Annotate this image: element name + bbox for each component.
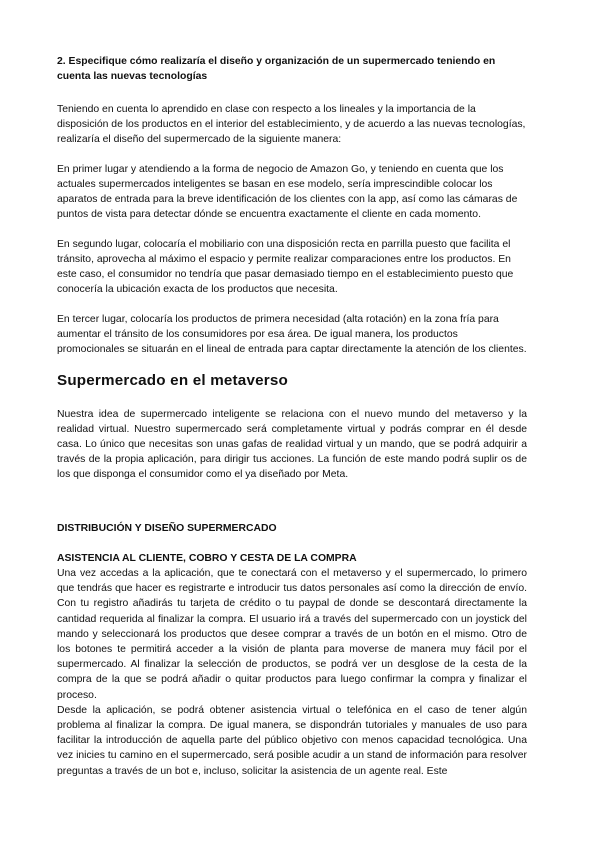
intro-paragraph-4: En tercer lugar, colocaría los productos de primera necesidad (alta rotación) en la zona fría para aumentar el tránsito de los consumidores por esa área. De igual manera, los productos promocionales se situarán en el lineal de entrada para captar directamente la atención de los clientes. [57,314,527,355]
section-title: Supermercado en el metaverso [57,372,288,389]
question-heading: 2. Especifique cómo realizaría el diseño y organización de un supermercado teniendo en cuenta las nuevas tecnologías [57,56,496,82]
section-paragraph: Nuestra idea de supermercado inteligente se relaciona con el nuevo mundo del metaverso y la realidad virtual. Nuestro supermercado será completamente virtual y podrás comprar en él desde casa. Lo único que necesitas son unas gafas de realidad virtual y un mando, que se podrá adquirir a través de la propia aplicación, para dirigir tus acciones. La función de este mando podrá suplir os de los que disponga el consumidor como el ya diseñado por Meta. [57,409,527,480]
distribution-subheading: ASISTENCIA AL CLIENTE, COBRO Y CESTA DE LA COMPRA [57,553,357,564]
document-page [57,54,527,779]
section-spacer [57,497,527,521]
intro-paragraph-1: Teniendo en cuenta lo aprendido en clase con respecto a los lineales y la importancia de la disposición de los productos en el interior del establecimiento, y de acuerdo a las nuevas tecnologías, realizaría el diseño del supermercado de la siguiente manera: [57,104,526,145]
intro-paragraph-3: En segundo lugar, colocaría el mobiliario con una disposición recta en parrilla puesto que facilita el tránsito, aprovecha al máximo el espacio y permite realizar comparaciones entre los productos. En este caso, el consumidor no tendría que pasar demasiado tiempo en el establecimiento puesto que conocería la ubicación exacta de los productos que necesita. [57,239,514,295]
distribution-paragraph-2: Desde la aplicación, se podrá obtener asistencia virtual o telefónica en el caso de tener algún problema al finalizar la compra. De igual manera, se dispondrán tutoriales y manuales de uso para facilitar la introducción de aquella parte del público objetivo con menos capacidad tecnológica. Una vez inicies tu camino en el supermercado, será posible acudir a un stand de información para resolver preguntas a través de un bot e, incluso, solicitar la asistencia de un agente real. Este [57,704,527,777]
distribution-paragraph-1: Una vez accedas a la aplicación, que te conectará con el metaverso y el supermercado, lo primero que tendrás que hacer es registrarte e introducir tus datos personales así como la dirección de envío. Con tu registro añadirás tu tarjeta de crédito o tu paypal de donde se descontará directamente la cantidad requerida al finalizar la compra. El usuario irá a través del supermercado con un joystick del mando y seleccionará los productos que desee comprar a través de un botón en el mismo. Otro de los botones te permitirá acceder a la visión de planta para moverse de manera muy fácil por el supermercado. Al finalizar la selección de productos, se podrá ver un desglose de la cesta de la compra de la que se podrá añadir o quitar productos para luego confirmar la compra y finalizar el proceso. [57,568,527,701]
intro-paragraph-2: En primer lugar y atendiendo a la forma de negocio de Amazon Go, y teniendo en cuenta que los actuales supermercados inteligentes se basan en ese modelo, sería imprescindible colocar los aparatos de entrada para la breve identificación de los clientes con la app, así como las cámaras de puntos de vista para detectar dónde se encuentra exactamente el cliente en cada momento. [57,164,518,220]
distribution-heading: DISTRIBUCIÓN Y DISEÑO SUPERMERCADO [57,523,277,534]
